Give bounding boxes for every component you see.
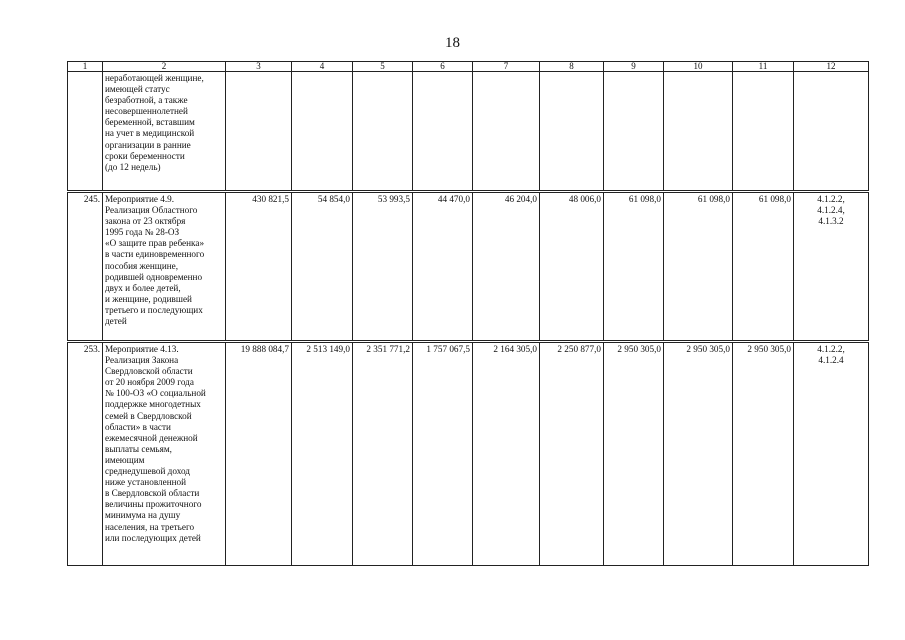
column-header: 1 <box>68 62 103 72</box>
table-cell <box>473 72 540 192</box>
column-header: 9 <box>604 62 664 72</box>
page-number: 18 <box>445 35 460 51</box>
table-cell <box>353 72 413 192</box>
table-cell: 4.1.2.2, 4.1.2.4 <box>794 342 869 566</box>
table-cell: 46 204,0 <box>473 192 540 342</box>
table-cell: 1 757 067,5 <box>413 342 473 566</box>
row-description: Мероприятие 4.13. Реализация Закона Свердловской области от 20 ноября 2009 года № 100-ОЗ «О социальной поддержке многодетных семей в Свердловской области» в части ежемесячной денежной выплаты семьям, имеющим среднедушевой доход ниже установленной в Свердловской области величины прожиточного минимума на душу населения, на третьего или последующих детей <box>103 342 226 566</box>
table-cell: 61 098,0 <box>733 192 794 342</box>
column-header: 12 <box>794 62 869 72</box>
table-cell <box>226 72 292 192</box>
column-header: 3 <box>226 62 292 72</box>
column-header: 8 <box>540 62 604 72</box>
table-cell: 2 950 305,0 <box>733 342 794 566</box>
table-cell <box>733 72 794 192</box>
table-cell: 2 351 771,2 <box>353 342 413 566</box>
row-description: Мероприятие 4.9. Реализация Областного закона от 23 октября 1995 года № 28-ОЗ «О защите прав ребенка» в части единовременного пособия женщине, родившей одновременно двух и более детей, и женщине, родившей третьего и последующих детей <box>103 192 226 342</box>
table-cell: 48 006,0 <box>540 192 604 342</box>
table-row <box>68 192 869 342</box>
table-cell: 61 098,0 <box>604 192 664 342</box>
column-header: 5 <box>353 62 413 72</box>
column-header: 6 <box>413 62 473 72</box>
budget-table <box>67 61 869 566</box>
table-cell <box>540 72 604 192</box>
table-cell <box>664 72 733 192</box>
table-cell: 2 164 305,0 <box>473 342 540 566</box>
table-cell: 2 950 305,0 <box>664 342 733 566</box>
table-cell: 44 470,0 <box>413 192 473 342</box>
table-cell <box>794 72 869 192</box>
table-cell: 19 888 084,7 <box>226 342 292 566</box>
column-header: 10 <box>664 62 733 72</box>
table-cell <box>292 72 353 192</box>
table-cell: 2 950 305,0 <box>604 342 664 566</box>
column-number-row <box>68 62 869 72</box>
table-cell: 430 821,5 <box>226 192 292 342</box>
column-header: 2 <box>103 62 226 72</box>
table-cell: 4.1.2.2, 4.1.2.4, 4.1.3.2 <box>794 192 869 342</box>
row-index: 253. <box>68 342 103 566</box>
table-cell <box>604 72 664 192</box>
table-cell: 54 854,0 <box>292 192 353 342</box>
table-cell: 53 993,5 <box>353 192 413 342</box>
column-header: 11 <box>733 62 794 72</box>
table-cell: 61 098,0 <box>664 192 733 342</box>
table-cell: 2 513 149,0 <box>292 342 353 566</box>
column-header: 4 <box>292 62 353 72</box>
column-header: 7 <box>473 62 540 72</box>
row-index <box>68 72 103 192</box>
row-index: 245. <box>68 192 103 342</box>
table-cell <box>413 72 473 192</box>
table-cell: 2 250 877,0 <box>540 342 604 566</box>
table-row <box>68 342 869 566</box>
table-row <box>68 72 869 192</box>
row-description: неработающей женщине, имеющей статус безработной, а также несовершеннолетней беременной, вставшим на учет в медицинской организации в ранние сроки беременности (до 12 недель) <box>103 72 226 192</box>
